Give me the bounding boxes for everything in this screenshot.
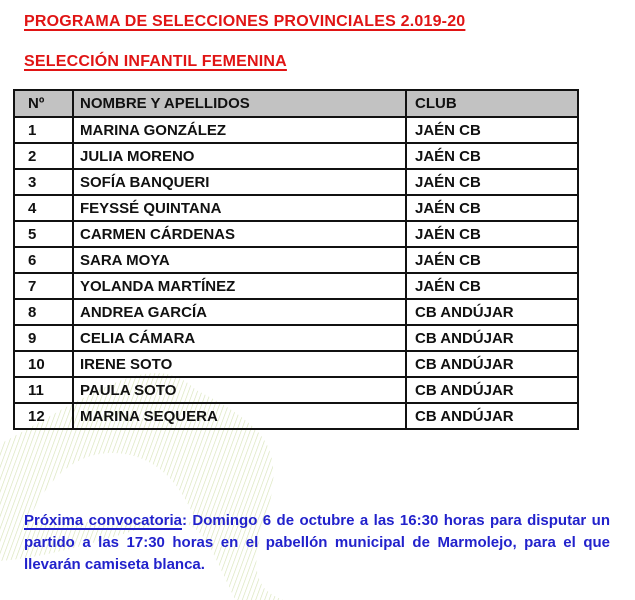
table-row [14,247,578,273]
table-row [14,299,578,325]
next-call-label: Próxima convocatoria [24,512,182,529]
club-name: JAÉN CB [406,143,578,169]
section-subtitle: SELECCIÓN INFANTIL FEMENINA [24,53,287,70]
club-name: JAÉN CB [406,117,578,143]
page-title: PROGRAMA DE SELECCIONES PROVINCIALES 2.019-20 [24,13,466,30]
row-number: 6 [14,247,73,273]
club-name: JAÉN CB [406,273,578,299]
player-name: MARINA GONZÁLEZ [73,117,406,143]
player-name: IRENE SOTO [73,351,406,377]
table-row [14,325,578,351]
club-name: CB ANDÚJAR [406,403,578,429]
row-number: 9 [14,325,73,351]
club-name: CB ANDÚJAR [406,299,578,325]
table-row [14,195,578,221]
table-row [14,117,578,143]
document-page [0,12,635,600]
player-name: YOLANDA MARTÍNEZ [73,273,406,299]
player-name: CELIA CÁMARA [73,325,406,351]
player-name: FEYSSÉ QUINTANA [73,195,406,221]
document-content [0,12,635,576]
club-name: CB ANDÚJAR [406,325,578,351]
player-name: PAULA SOTO [73,377,406,403]
table-row [14,273,578,299]
club-name: CB ANDÚJAR [406,377,578,403]
player-name: CARMEN CÁRDENAS [73,221,406,247]
club-name: JAÉN CB [406,221,578,247]
table-row [14,403,578,429]
roster-header [14,90,578,117]
player-name: JULIA MORENO [73,143,406,169]
club-name: JAÉN CB [406,247,578,273]
table-row [14,377,578,403]
column-header-number: Nº [14,90,73,117]
next-call-note [24,510,610,576]
row-number: 7 [14,273,73,299]
row-number: 1 [14,117,73,143]
club-name: JAÉN CB [406,195,578,221]
header-row [14,90,578,117]
club-name: JAÉN CB [406,169,578,195]
column-header-name: NOMBRE Y APELLIDOS [73,90,406,117]
player-name: SOFÍA BANQUERI [73,169,406,195]
row-number: 10 [14,351,73,377]
table-row [14,351,578,377]
row-number: 3 [14,169,73,195]
row-number: 8 [14,299,73,325]
player-name: ANDREA GARCÍA [73,299,406,325]
table-row [14,221,578,247]
roster-body [14,117,578,429]
next-call-text: : Domingo 6 de octubre a las 16:30 horas para disputar un partido a las 17:30 horas en el pabellón municipal de Marmolejo, para el que llevarán camiseta blanca. [24,512,610,573]
row-number: 4 [14,195,73,221]
roster-table [13,89,579,430]
player-name: MARINA SEQUERA [73,403,406,429]
table-row [14,143,578,169]
club-name: CB ANDÚJAR [406,351,578,377]
column-header-club: CLUB [406,90,578,117]
table-row [14,169,578,195]
row-number: 12 [14,403,73,429]
row-number: 11 [14,377,73,403]
row-number: 2 [14,143,73,169]
row-number: 5 [14,221,73,247]
player-name: SARA MOYA [73,247,406,273]
